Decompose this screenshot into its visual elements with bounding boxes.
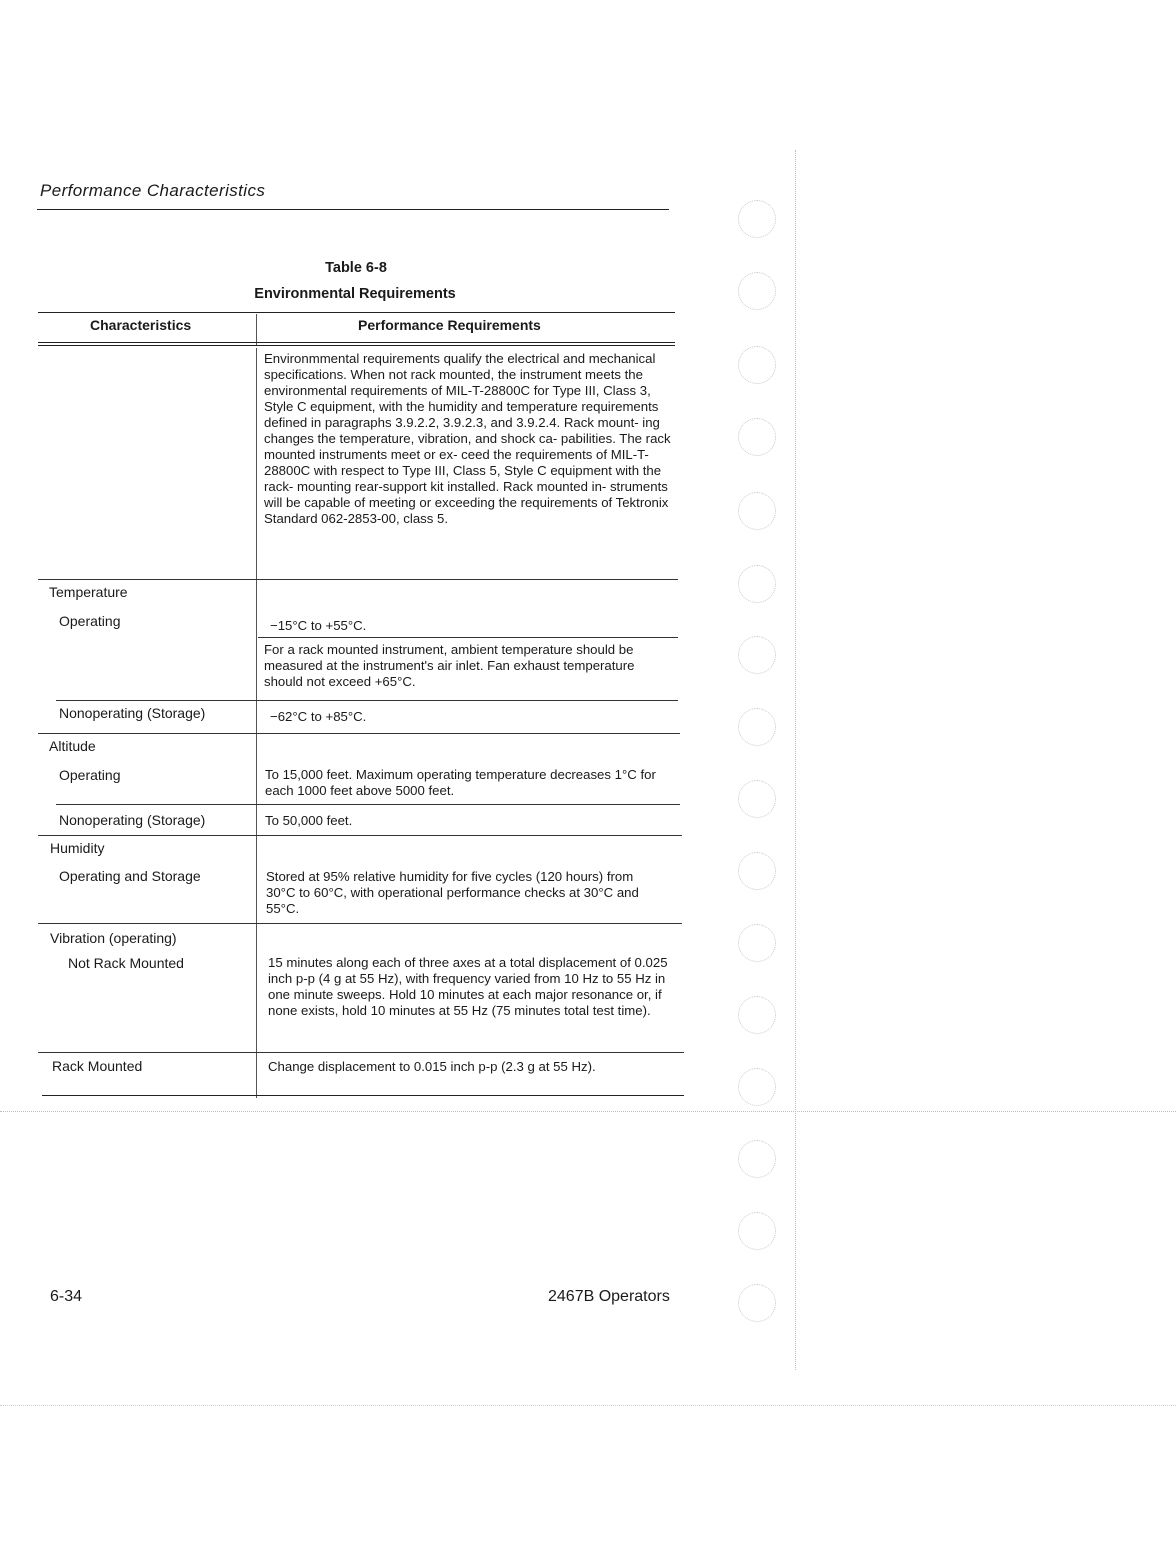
vibration-not-rack-value: 15 minutes along each of three axes at a total displacement of 0.025 inch p-p (4 g at 55 Hz), with frequency varied from 10 Hz to 55 Hz in one minute sweeps. Hold 10 minutes at each major resonance or, if none exists, hold 10 minutes at 55 Hz (75 minutes total test time). bbox=[268, 955, 668, 1018]
binder-hole bbox=[738, 565, 776, 603]
header-title: Performance Characteristics bbox=[40, 181, 266, 200]
binder-hole bbox=[738, 1140, 776, 1178]
rule-after-altitude bbox=[38, 835, 682, 836]
scan-margin-horizontal-bottom bbox=[0, 1405, 1176, 1406]
binder-hole bbox=[738, 272, 776, 310]
temperature-label: Temperature bbox=[49, 584, 128, 600]
rule-after-temperature bbox=[38, 733, 680, 734]
footer-manual-title: 2467B Operators bbox=[548, 1288, 670, 1305]
rule-after-humidity bbox=[38, 923, 682, 924]
altitude-nonoperating-label: Nonoperating (Storage) bbox=[59, 812, 206, 828]
intro-text: Environmmental requirements qualify the electrical and mechanical specifications. When not rack mounted, the instrument meets the environmental requirements of MIL-T-28800C for Type III, Class 3, Style C equipment, with the humidity and temperature requirements defined in paragraphs 3.9.2.2, 3.9.2.3, and 3.9.2.4. Rack mount- ing changes the temperature, vibration, and shock ca- pabilities. The rack mounted instruments meet or ex- ceed the requirements of MIL-T-28800C with respect to Type III, Class 5, Style C equipment with the rack- mounting rear-support kit installed. Rack mounted in- struments will be capable of meeting or exceeding the requirements of Tektronix Standard 062-2853-00, class 5. bbox=[264, 351, 671, 526]
binder-hole bbox=[738, 1212, 776, 1250]
binder-hole bbox=[738, 636, 776, 674]
rule-before-alt-nonop bbox=[56, 804, 680, 805]
temperature-nonoperating-value: −62°C to +85°C. bbox=[270, 709, 367, 724]
scan-margin-horizontal bbox=[0, 1111, 1176, 1112]
table-title: Environmental Requirements bbox=[254, 286, 456, 302]
altitude-operating-value: To 15,000 feet. Maximum operating temperature decreases 1°C for each 1000 feet above 5000 feet. bbox=[265, 767, 656, 798]
vibration-label: Vibration (operating) bbox=[50, 930, 177, 946]
vibration-rack-value: Change displacement to 0.015 inch p-p (2.3 g at 55 Hz). bbox=[268, 1059, 596, 1074]
rule-before-rack-mounted bbox=[38, 1052, 684, 1053]
col-header-characteristics: Characteristics bbox=[90, 317, 192, 333]
vibration-not-rack-label: Not Rack Mounted bbox=[68, 955, 184, 971]
binder-hole bbox=[738, 200, 776, 238]
header-rule bbox=[37, 209, 669, 210]
col-header-performance: Performance Requirements bbox=[358, 317, 541, 333]
scan-margin-vertical bbox=[795, 150, 796, 1370]
humidity-operating-label: Operating and Storage bbox=[59, 868, 201, 884]
footer-page-number: 6-34 bbox=[50, 1288, 83, 1305]
temperature-operating-value: −15°C to +55°C. bbox=[270, 618, 367, 633]
humidity-label: Humidity bbox=[50, 840, 105, 856]
rule-after-intro bbox=[38, 579, 678, 580]
binder-hole bbox=[738, 1284, 776, 1322]
temperature-operating-label: Operating bbox=[59, 613, 121, 629]
body-column-divider bbox=[256, 348, 257, 1098]
rule-temp-operating bbox=[258, 637, 678, 638]
table-number: Table 6-8 bbox=[325, 260, 387, 276]
altitude-nonoperating-value: To 50,000 feet. bbox=[265, 813, 353, 828]
binder-hole bbox=[738, 780, 776, 818]
altitude-label: Altitude bbox=[49, 738, 96, 754]
table-top-rule bbox=[38, 312, 675, 313]
header-bottom-rule bbox=[38, 342, 675, 343]
binder-hole bbox=[738, 996, 776, 1034]
binder-hole bbox=[738, 708, 776, 746]
altitude-operating-label: Operating bbox=[59, 767, 121, 783]
binder-hole bbox=[738, 418, 776, 456]
binder-hole bbox=[738, 492, 776, 530]
temperature-operating-note: For a rack mounted instrument, ambient temperature should be measured at the instrument's air inlet. Fan exhaust temperature should not exceed +65°C. bbox=[264, 642, 635, 689]
temperature-nonoperating-label: Nonoperating (Storage) bbox=[59, 705, 206, 721]
binder-hole bbox=[738, 924, 776, 962]
vibration-rack-label: Rack Mounted bbox=[52, 1058, 143, 1074]
binder-hole bbox=[738, 1068, 776, 1106]
table-bottom-rule bbox=[42, 1095, 684, 1096]
rule-before-temp-nonop bbox=[56, 700, 678, 701]
binder-hole bbox=[738, 346, 776, 384]
humidity-operating-value: Stored at 95% relative humidity for five cycles (120 hours) from 30°C to 60°C, with operational performance checks at 30°C and 55°C. bbox=[266, 869, 639, 916]
header-double-rule bbox=[38, 345, 675, 346]
binder-hole bbox=[738, 852, 776, 890]
